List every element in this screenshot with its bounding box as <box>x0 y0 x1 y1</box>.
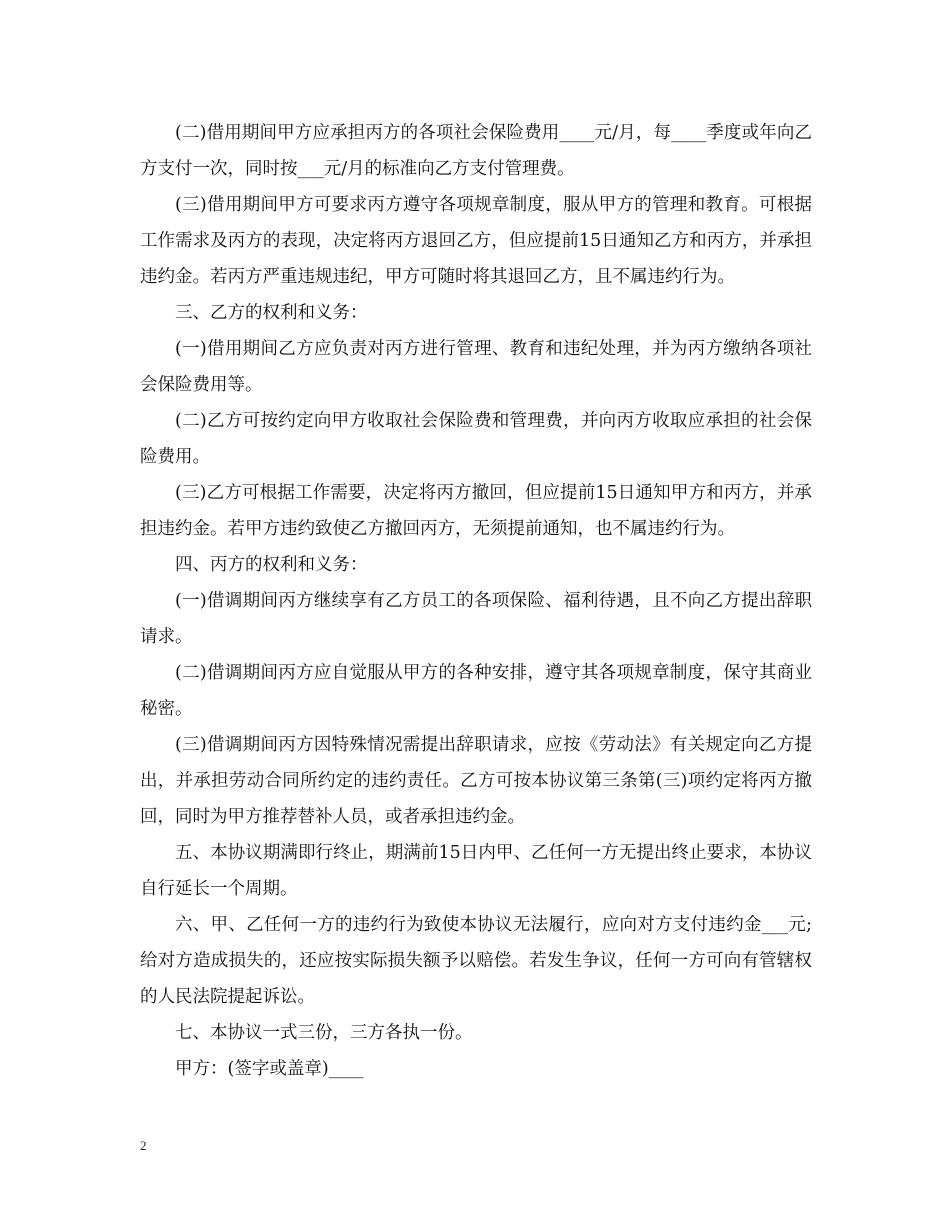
paragraph-copies: 七、本协议一式三份，三方各执一份。 <box>175 1023 473 1043</box>
paragraph-breach-penalty: 六、甲、乙任何一方的违约行为致使本协议无法履行，应向对方支付违约金___元;给对方造成损失的，还应按实际损失额予以赔偿。若发生争议，任何一方可向有管辖权的人民法院提起诉讼。 <box>140 915 812 1007</box>
paragraph-party-b-recall: (三)乙方可根据工作需要，决定将丙方撤回，但应提前15日通知甲方和丙方，并承担违约金。若甲方违约致使乙方撤回丙方，无须提前通知，也不属违约行为。 <box>140 483 812 539</box>
heading-party-c-rights: 四、丙方的权利和义务： <box>175 555 368 575</box>
paragraph-term-expiry: 五、本协议期满即行终止，期满前15日内甲、乙任何一方无提出终止要求，本协议自行延长一个周期。 <box>140 843 812 899</box>
paragraph-loan-insurance-fees: (二)借用期间甲方应承担丙方的各项社会保险费用____元/月，每____季度或年向乙方支付一次，同时按___元/月的标准向乙方支付管理费。 <box>140 123 812 179</box>
paragraph-party-b-management: (一)借用期间乙方应负责对丙方进行管理、教育和违纪处理，并为丙方缴纳各项社会保险费用等。 <box>140 339 812 395</box>
heading-party-b-rights: 三、乙方的权利和义务： <box>175 303 368 323</box>
paragraph-party-c-benefits: (一)借调期间丙方继续享有乙方员工的各项保险、福利待遇，且不向乙方提出辞职请求。 <box>140 591 812 647</box>
page-number: 2 <box>140 1138 147 1153</box>
paragraph-party-b-fees: (二)乙方可按约定向甲方收取社会保险费和管理费，并向丙方收取应承担的社会保险费用。 <box>140 411 812 467</box>
signature-line-party-a: 甲方：(签字或盖章)____ <box>175 1059 364 1079</box>
paragraph-party-a-rules: (三)借用期间甲方可要求丙方遵守各项规章制度，服从甲方的管理和教育。可根据工作需求及丙方的表现，决定将丙方退回乙方，但应提前15日通知乙方和丙方，并承担违约金。若丙方严重违规违纪，甲方可随时将其退回乙方，且不属违约行为。 <box>140 195 812 287</box>
document-body <box>140 115 812 1087</box>
paragraph-party-c-obey: (二)借调期间丙方应自觉服从甲方的各种安排，遵守其各项规章制度，保守其商业秘密。 <box>140 663 812 719</box>
paragraph-party-c-resign: (三)借调期间丙方因特殊情况需提出辞职请求，应按《劳动法》有关规定向乙方提出，并承担劳动合同所约定的违约责任。乙方可按本协议第三条第(三)项约定将丙方撤回，同时为甲方推荐替补人员，或者承担违约金。 <box>140 735 812 827</box>
